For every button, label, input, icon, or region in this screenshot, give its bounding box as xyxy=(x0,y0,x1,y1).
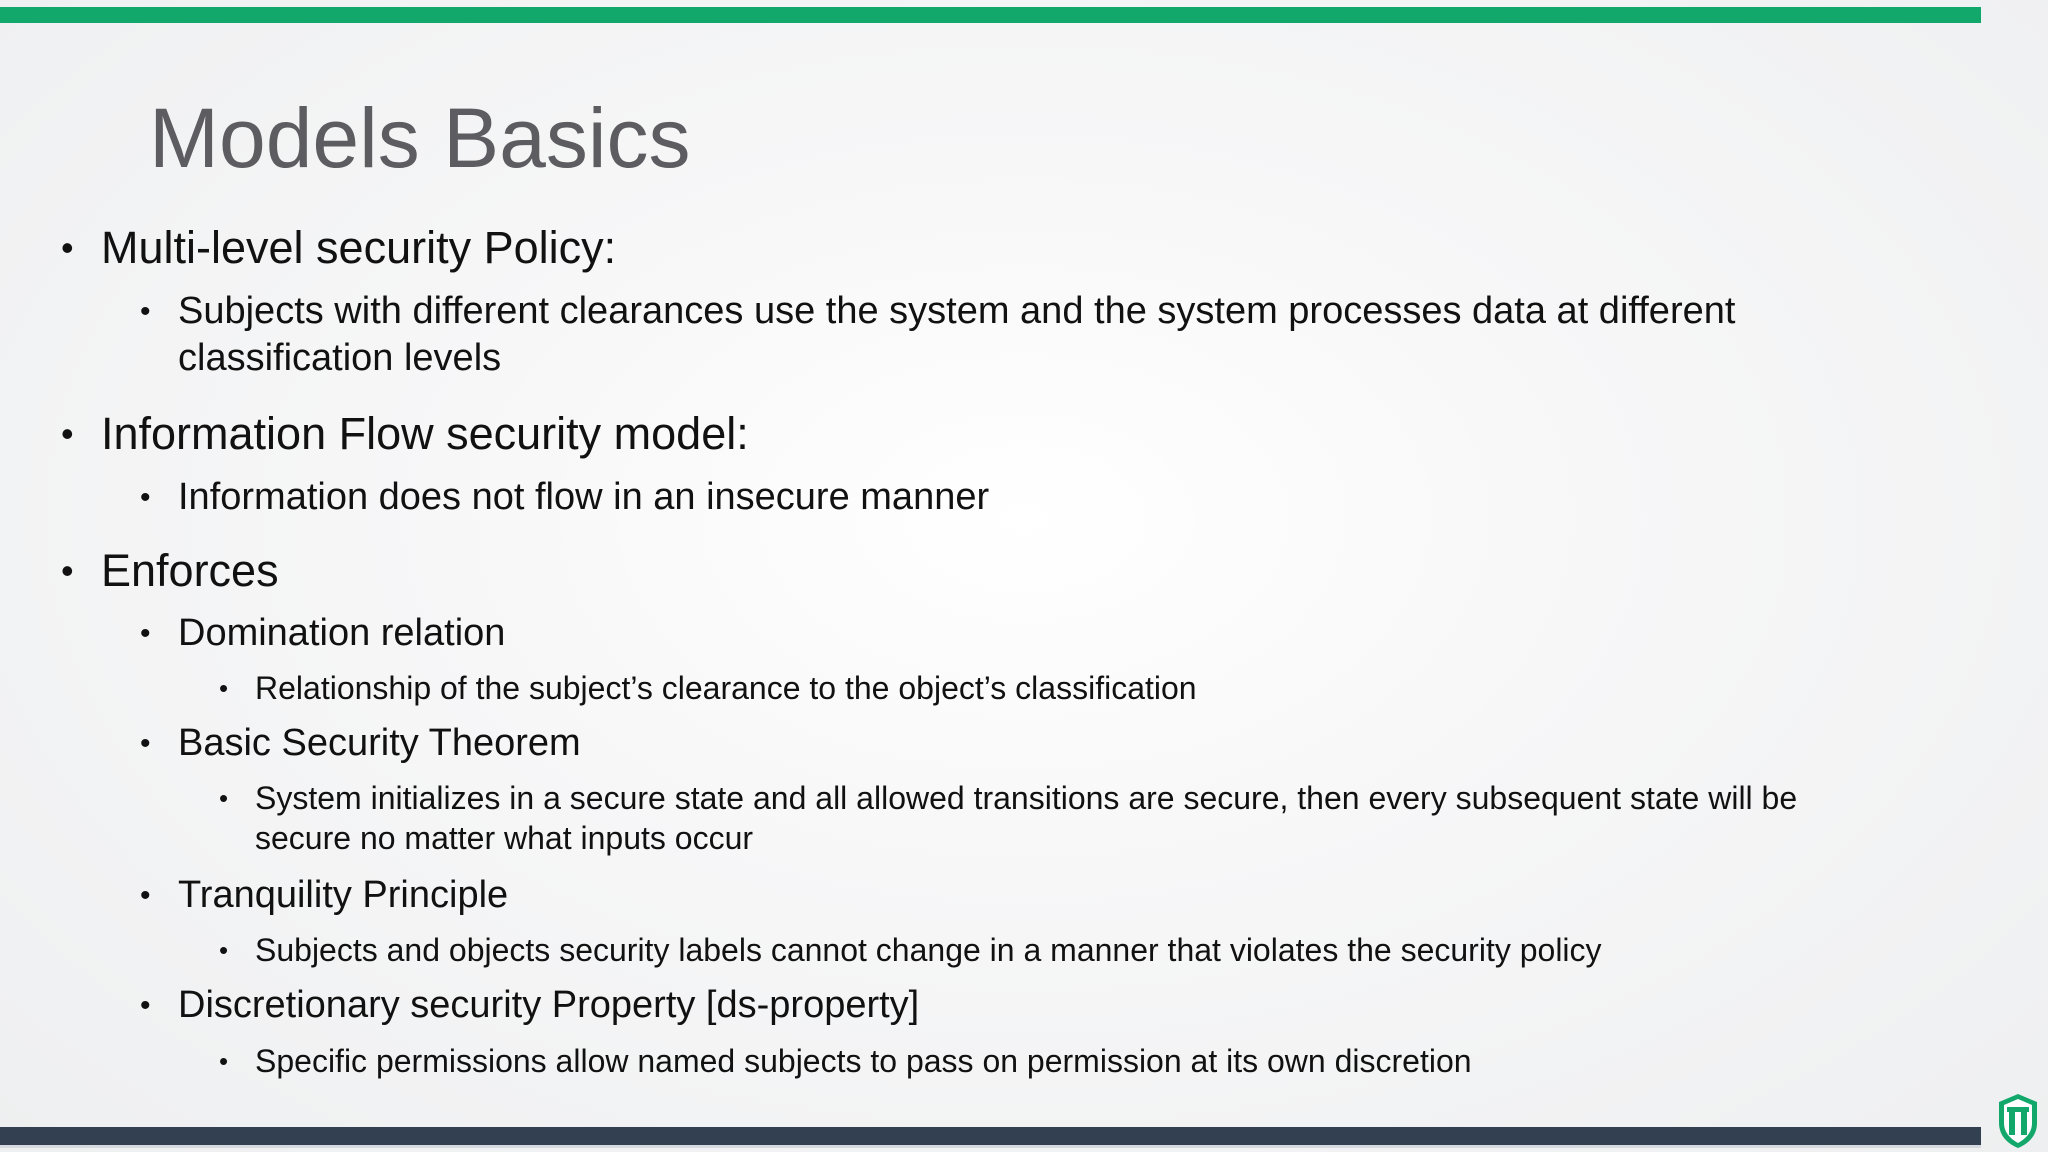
bullet-marker: • xyxy=(140,295,151,328)
top-accent-bar xyxy=(0,7,1981,23)
bullet-text: classification levels xyxy=(178,337,502,379)
bullet-subjects-different-clearances-continued xyxy=(178,335,501,382)
bullet-text: Relationship of the subject’s clearance to the object’s classification xyxy=(255,670,1197,706)
bullet-system-initializes xyxy=(219,778,1798,818)
bullet-marker: • xyxy=(140,617,151,650)
bullet-marker: • xyxy=(219,935,229,965)
bullet-text: Subjects and objects security labels cannot change in a manner that violates the security policy xyxy=(255,932,1602,968)
bullet-text: System initializes in a secure state and all allowed transitions are secure, then every subsequent state will be xyxy=(255,780,1798,816)
bullet-marker: • xyxy=(61,227,74,268)
bullet-discretionary-security-property xyxy=(140,982,920,1029)
bullet-specific-permissions xyxy=(219,1041,1472,1081)
bullet-system-initializes-continued xyxy=(255,818,753,858)
bullet-text: Tranquility Principle xyxy=(178,874,509,916)
bullet-tranquility-principle xyxy=(140,872,509,919)
bullet-marker: • xyxy=(140,481,151,514)
bullet-marker: • xyxy=(61,413,74,454)
bullet-marker: • xyxy=(61,550,74,591)
bullet-text: Discretionary security Property [ds-property] xyxy=(178,984,920,1026)
bullet-text: Subjects with different clearances use the system and the system processes data at different xyxy=(178,290,1736,332)
bullet-information-flow-model xyxy=(61,408,749,459)
bullet-subjects-different-clearances xyxy=(140,288,1736,335)
bullet-text: Enforces xyxy=(101,545,279,596)
bottom-footer-shadow xyxy=(0,1145,1981,1148)
bullet-text: Multi-level security Policy: xyxy=(101,222,617,273)
bullet-marker: • xyxy=(140,879,151,912)
bullet-security-labels-cannot-change xyxy=(219,930,1602,970)
bullet-information-does-not-flow xyxy=(140,474,990,521)
bullet-marker: • xyxy=(219,1046,229,1076)
bottom-footer-bar xyxy=(0,1127,1981,1145)
bullet-relationship-clearance xyxy=(219,668,1197,708)
bullet-domination-relation xyxy=(140,610,506,657)
bullet-multi-level-security-policy xyxy=(61,222,617,273)
bullet-text: Information does not flow in an insecure manner xyxy=(178,476,990,518)
bullet-marker: • xyxy=(140,989,151,1022)
bullet-marker: • xyxy=(140,727,151,760)
bullet-text: Basic Security Theorem xyxy=(178,722,581,764)
bullet-text: Information Flow security model: xyxy=(101,408,749,459)
bullet-marker: • xyxy=(219,673,229,703)
bullet-basic-security-theorem xyxy=(140,720,581,767)
bullet-marker: • xyxy=(219,783,229,813)
bullet-text: secure no matter what inputs occur xyxy=(255,820,754,856)
bullet-text: Specific permissions allow named subjects to pass on permission at its own discretion xyxy=(255,1043,1472,1079)
bullet-text: Domination relation xyxy=(178,612,506,654)
slide-title: Models Basics xyxy=(149,91,691,185)
shield-logo-icon xyxy=(1995,1093,2041,1149)
bullet-enforces xyxy=(61,545,279,596)
